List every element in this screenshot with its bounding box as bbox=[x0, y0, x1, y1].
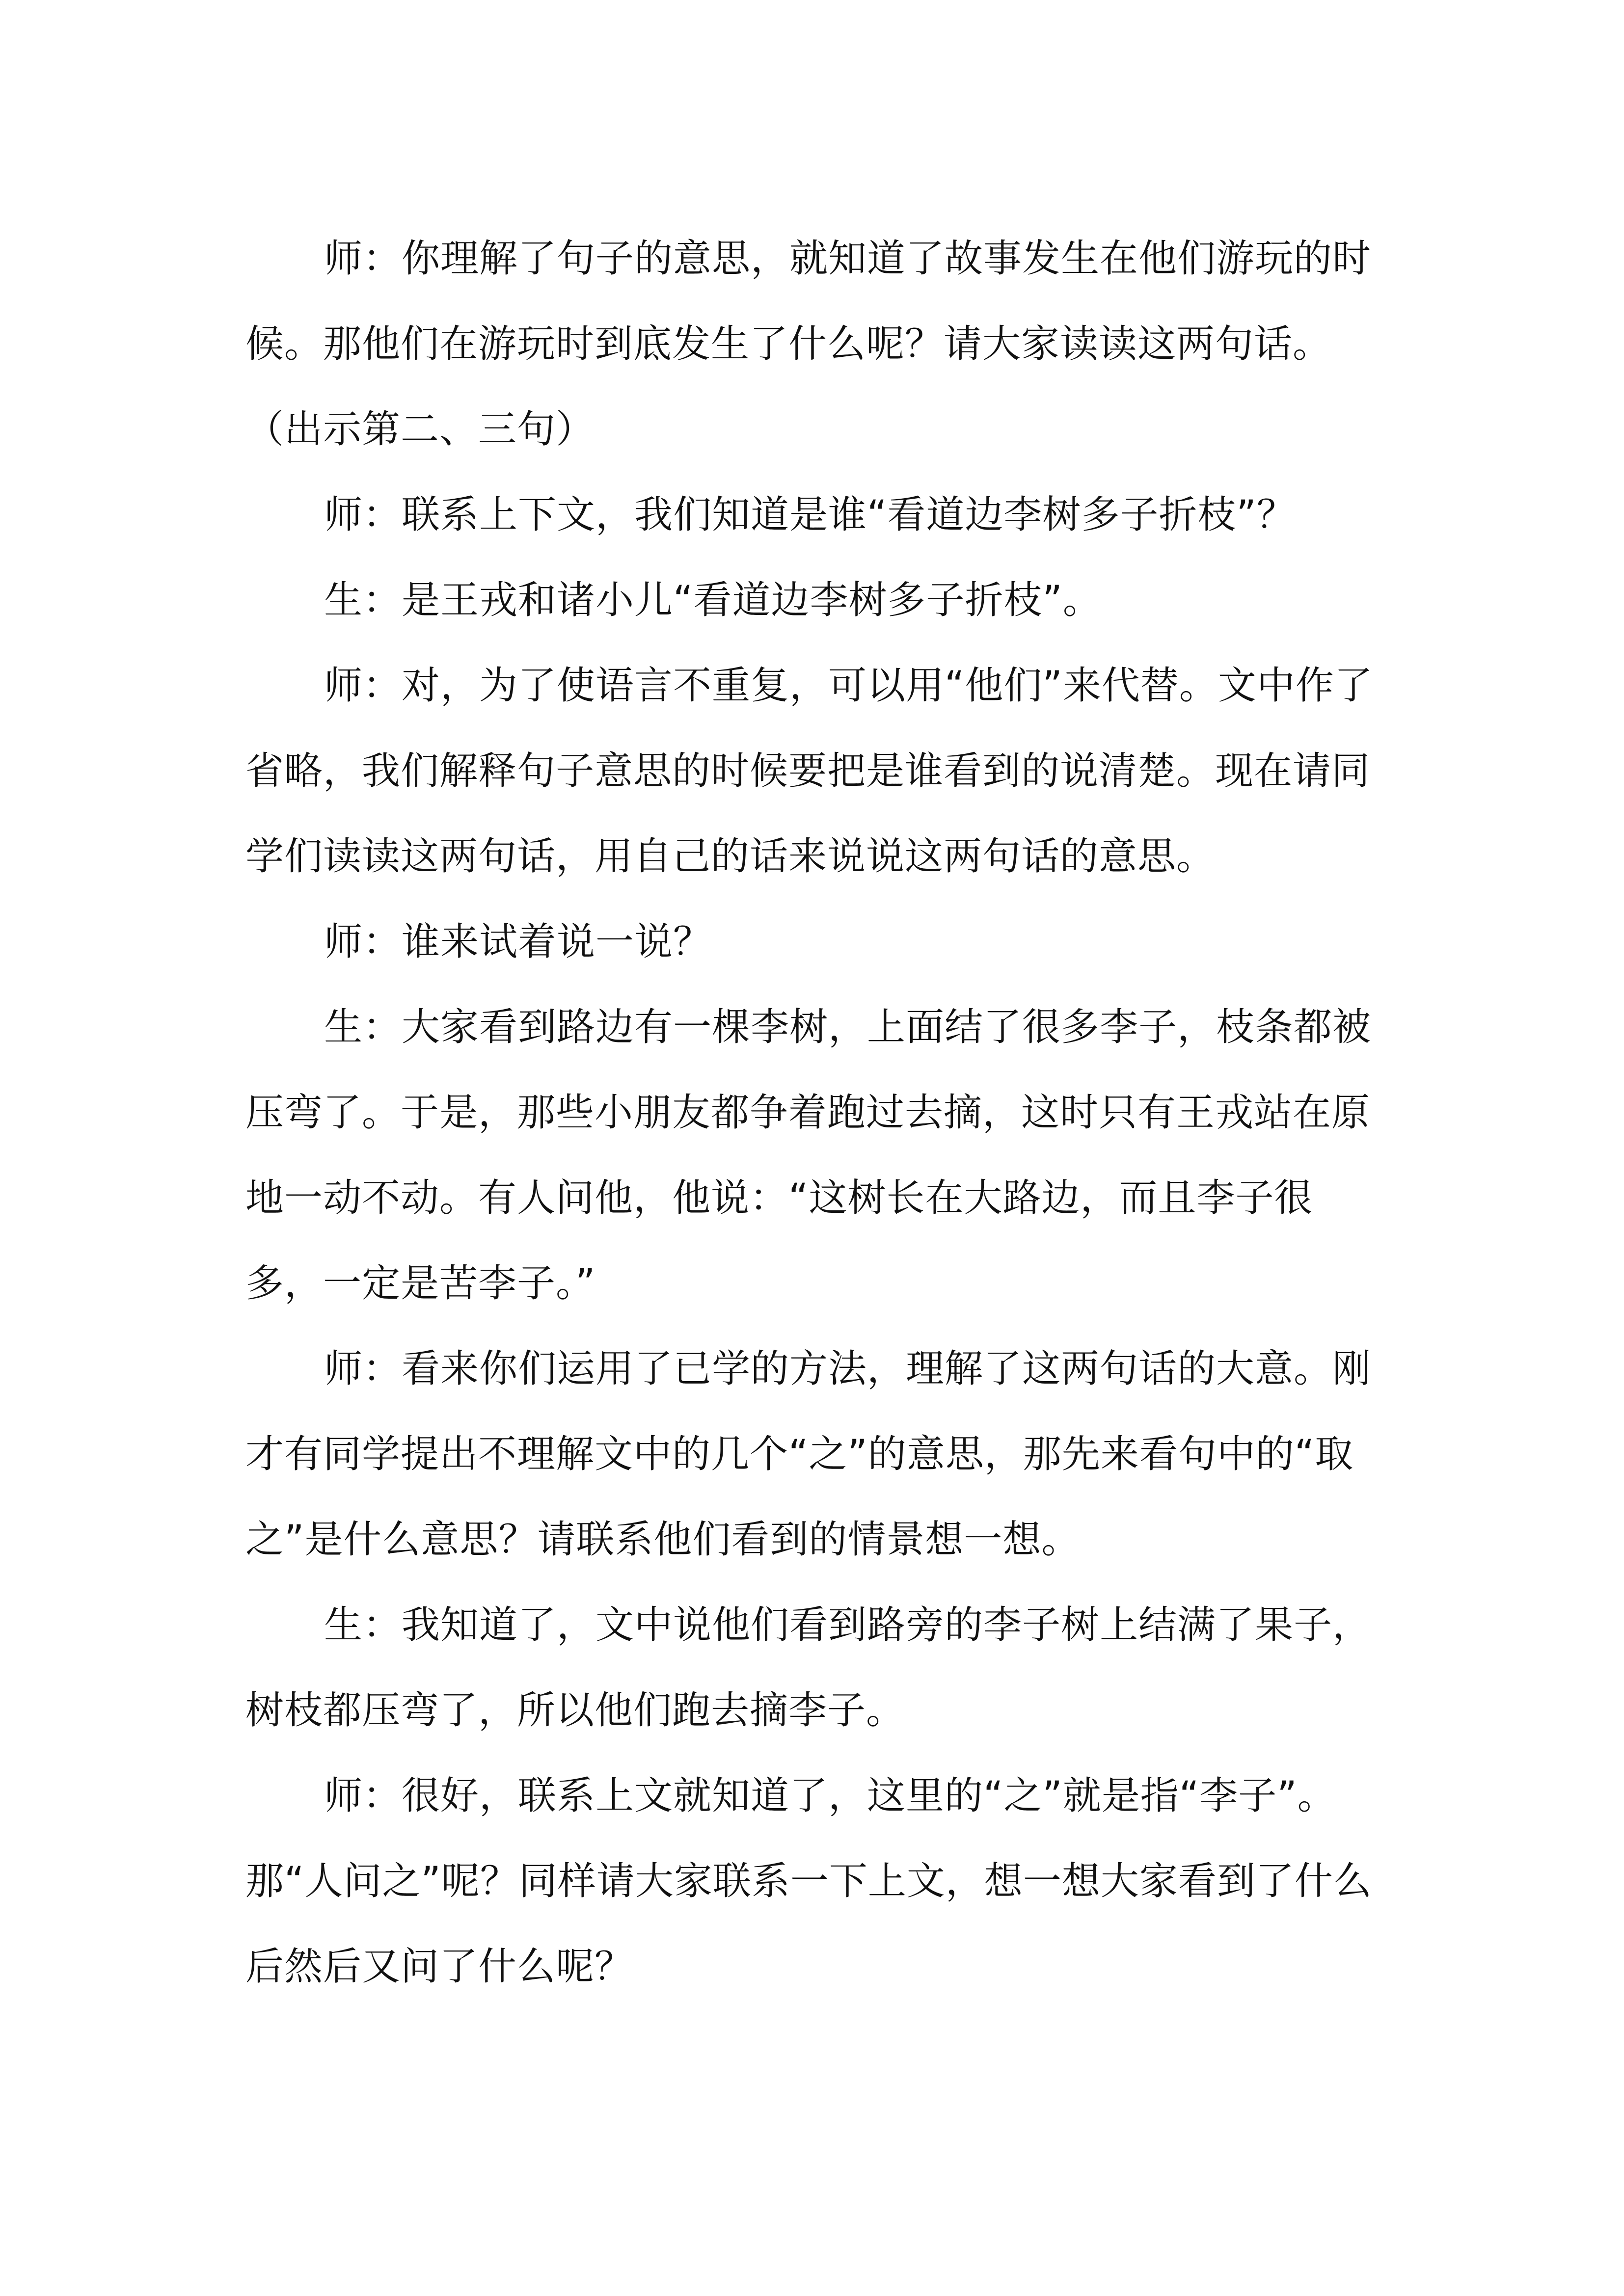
paragraph-student-answer: 生：是王戎和诸小儿“看道边李树多子折枝”。 bbox=[324, 578, 1102, 622]
paragraph-teacher-question: 师：联系上下文，我们知道是谁“看道边李树多子折枝”？ bbox=[324, 493, 1296, 537]
paragraph-student-zhi: 生：我知道了，文中说他们看到路旁的李子树上结满了果子，树枝都压弯了，所以他们跑去摘李子。 bbox=[245, 1603, 1372, 1733]
paragraph-student-retell: 生：大家看到路边有一棵李树，上面结了很多李子，枝条都被压弯了。于是，那些小朋友都争着跑过去摘，这时只有王戎站在原地一动不动。有人问他，他说：“这树长在大路边，而且李子很多，一定是苦李子。” bbox=[245, 1005, 1372, 1306]
paragraph-teacher-zhi: 师：看来你们运用了已学的方法，理解了这两句话的大意。刚才有同学提出不理解文中的几个“之”的意思，那先来看句中的“取之”是什么意思？请联系他们看到的情景想一想。 bbox=[245, 1347, 1372, 1562]
paragraph-teacher-prompt: 师：谁来试着说一说？ bbox=[324, 920, 712, 964]
paragraph-teacher-followup: 师：很好，联系上文就知道了，这里的“之”就是指“李子”。那“人问之”呢？同样请大家联系一下上文，想一想大家看到了什么后然后又问了什么呢？ bbox=[245, 1774, 1372, 1989]
paragraph-teacher-intro: 师：你理解了句子的意思，就知道了故事发生在他们游玩的时候。那他们在游玩时到底发生了什么呢？请大家读读这两句话。（出示第二、三句） bbox=[245, 237, 1372, 452]
document-body bbox=[245, 216, 1389, 2009]
paragraph-teacher-explain: 师：对，为了使语言不重复，可以用“他们”来代替。文中作了省略，我们解释句子意思的时候要把是谁看到的说清楚。现在请同学们读读这两句话，用自己的话来说说这两句话的意思。 bbox=[245, 664, 1373, 879]
